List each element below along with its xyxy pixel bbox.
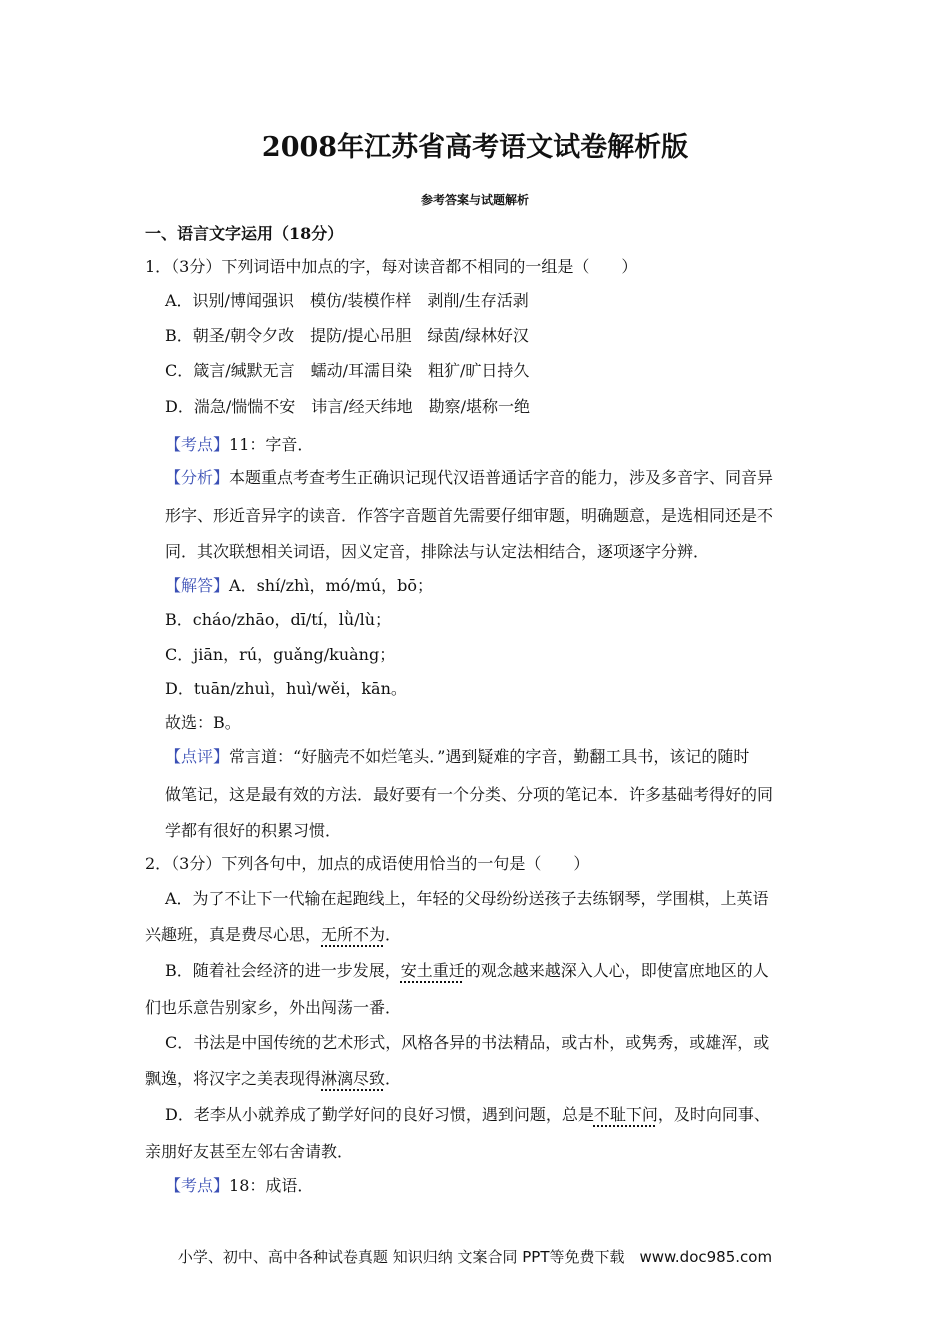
jieda-tag: 【解答】 [165, 576, 230, 595]
q1-option-d: D．湍急/惴惴不安 讳言/经天纬地 勘察/堪称一绝 [165, 397, 531, 416]
q1-dianping-text-3: 学都有很好的积累习惯． [165, 821, 342, 840]
q1-jieda-c: C．jiān，rú，guǎng/kuàng； [165, 645, 396, 664]
kaodian-tag: 【考点】 [165, 1176, 230, 1195]
q2-option-c-line1: C．书法是中国传统的艺术形式，风格各异的书法精品，或古朴，或隽秀，或雄浑，或 [165, 1033, 770, 1052]
document-title: 2008年江苏省高考语文试卷解析版 [261, 132, 689, 163]
q1-fenxi [165, 465, 773, 491]
q2-kaodian [165, 1173, 313, 1199]
q2-option-b-text: B．随着社会经济的进一步发展， [165, 961, 401, 980]
q1-fenxi-text-3: 同．其次联想相关词语，因义定音，排除法与认定法相结合，逐项逐字分辨． [165, 542, 710, 561]
document-subtitle: 参考答案与试题解析 [420, 193, 529, 207]
dianping-tag: 【点评】 [165, 747, 230, 766]
q2-option-a-line1: A．为了不让下一代输在起跑线上，年轻的父母纷纷送孩子去练钢琴，学围棋，上英语 [165, 889, 769, 908]
q1-stem: 1．（3分）下列词语中加点的字，每对读音都不相同的一组是（ ） [145, 257, 638, 276]
q1-kaodian [165, 432, 313, 458]
q2-option-d-idiom: 不耻下问 [593, 1105, 658, 1124]
q1-jieda-b: B．cháo/zhāo，dī/tí，lǜ/lù； [165, 610, 392, 629]
q1-jieda-d: D．tuān/zhuì，huì/wěi，kān。 [165, 679, 407, 698]
q2-option-a-text: 兴趣班，真是费尽心思， [145, 925, 322, 944]
q2-option-d-rest: ，及时向同事、 [657, 1105, 770, 1124]
q1-jieda-a: A．shí/zhì，mó/mú，bō； [229, 576, 433, 595]
q1-kaodian-text: 11：字音． [229, 435, 314, 454]
q1-dianping-text-1: 常言道：“好脑壳不如烂笔头．”遇到疑难的字音，勤翻工具书，该记的随时 [229, 747, 750, 766]
q2-option-c-line2 [145, 1066, 401, 1092]
kaodian-tag: 【考点】 [165, 435, 230, 454]
q1-option-b: B．朝圣/朝令夕改 提防/提心吊胆 绿茵/绿林好汉 [165, 326, 529, 345]
q2-option-d-line1 [165, 1102, 770, 1128]
q2-option-c-idiom: 淋漓尽致 [321, 1069, 386, 1088]
q2-kaodian-text: 18：成语． [229, 1176, 314, 1195]
q1-fenxi-text-2: 形字、形近音异字的读音．作答字音题首先需要仔细审题，明确题意，是选相同还是不 [165, 506, 774, 525]
q2-stem: 2．（3分）下列各句中，加点的成语使用恰当的一句是（ ） [145, 854, 590, 873]
q2-option-c-end: ． [385, 1069, 402, 1088]
q2-option-a-idiom: 无所不为 [321, 925, 386, 944]
q1-option-a: A．识别/博闻强识 模仿/装模作样 剥削/生存活剥 [165, 291, 529, 310]
q1-dianping-text-2: 做笔记，这是最有效的方法．最好要有一个分类、分项的笔记本．许多基础考得好的同 [165, 785, 774, 804]
q2-option-a-end: ． [385, 925, 402, 944]
q1-answer: 故选：B。 [165, 713, 241, 732]
page-footer: 小学、初中、高中各种试卷真题 知识归纳 文案合同 PPT等免费下载 www.doc985.com [177, 1248, 773, 1266]
q2-option-d-text: D．老李从小就养成了勤学好问的良好习惯，遇到问题，总是 [165, 1105, 594, 1124]
q1-jieda [165, 573, 433, 599]
q2-option-b-idiom: 安土重迁 [400, 961, 465, 980]
q2-option-b-rest: 的观念越来越深入人心，即使富庶地区的人 [464, 961, 769, 980]
q2-option-d-line2: 亲朋好友甚至左邻右舍请教． [145, 1142, 354, 1161]
q2-option-c-text: 飘逸，将汉字之美表现得 [145, 1069, 322, 1088]
fenxi-tag: 【分析】 [165, 468, 230, 487]
q2-option-b-line2: 们也乐意告别家乡，外出闯荡一番． [145, 998, 402, 1017]
section-heading: 一、语言文字运用（18分） [145, 224, 344, 243]
q1-fenxi-text-1: 本题重点考查考生正确识记现代汉语普通话字音的能力，涉及多音字、同音异 [229, 468, 774, 487]
q1-dianping [165, 744, 749, 770]
q2-option-b-line1 [165, 958, 769, 984]
q2-option-a-line2 [145, 922, 401, 948]
q1-option-c: C．箴言/缄默无言 蠕动/耳濡目染 粗犷/旷日持久 [165, 361, 530, 380]
